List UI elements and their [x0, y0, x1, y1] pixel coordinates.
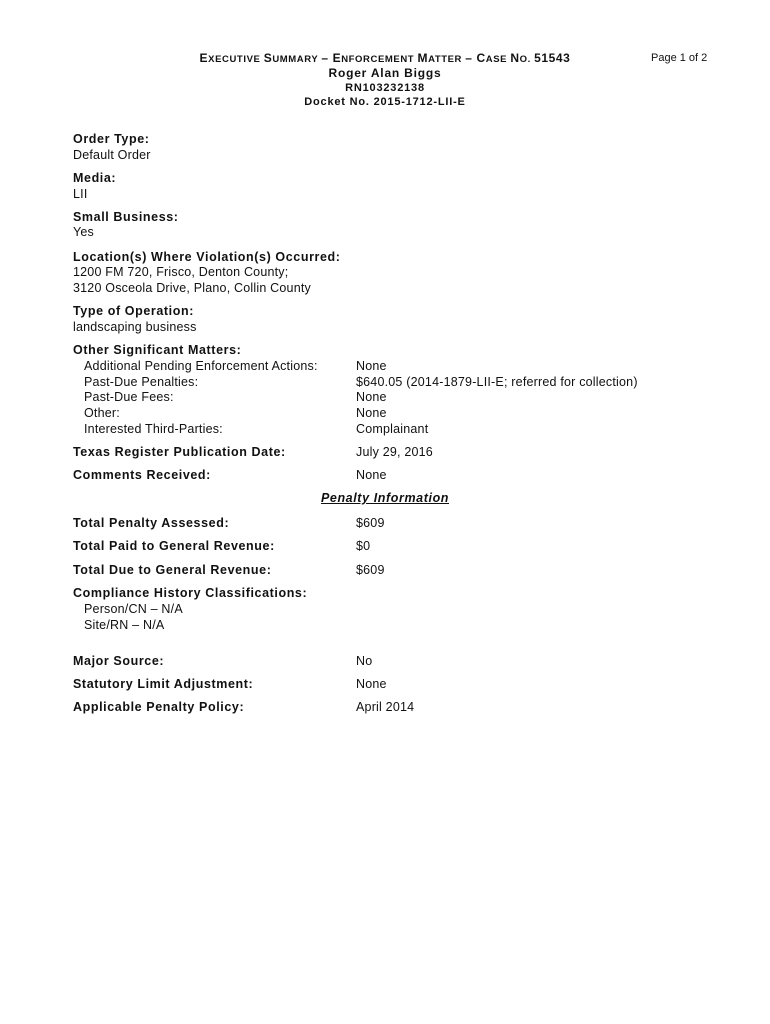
- title-part: – ENFORCEMENT: [321, 51, 418, 65]
- page-indicator: Page 1 of 2: [651, 52, 708, 64]
- comments-label: Comments Received:: [73, 468, 211, 482]
- title-part: SUMMARY: [263, 51, 322, 65]
- location-label: Location(s) Where Violation(s) Occurred:: [73, 250, 341, 264]
- penalty-policy-value: April 2014: [356, 700, 415, 714]
- other-matters-row-value: $640.05 (2014-1879-LII-E; referred for collection): [356, 375, 638, 389]
- penalty-label: Total Penalty Assessed:: [73, 516, 230, 530]
- media-label: Media:: [73, 171, 117, 185]
- compliance-label: Compliance History Classifications:: [73, 586, 308, 600]
- other-matters-row-label: Other:: [84, 406, 120, 420]
- other-matters-label: Other Significant Matters:: [73, 343, 242, 357]
- penalty-value: $0: [356, 539, 371, 553]
- location-line: 1200 FM 720, Frisco, Denton County;: [73, 265, 289, 279]
- register-date-value: July 29, 2016: [356, 445, 433, 459]
- title-part: MATTER: [417, 51, 466, 65]
- other-matters-row-label: Past-Due Penalties:: [84, 375, 199, 389]
- other-matters-row-label: Additional Pending Enforcement Actions:: [84, 359, 318, 373]
- order-type-value: Default Order: [73, 148, 151, 162]
- penalty-policy-label: Applicable Penalty Policy:: [73, 700, 245, 714]
- other-matters-row-value: Complainant: [356, 422, 429, 436]
- register-date-label: Texas Register Publication Date:: [73, 445, 286, 459]
- operation-type-value: landscaping business: [73, 320, 197, 334]
- other-matters-row-value: None: [356, 406, 387, 420]
- penalty-value: $609: [356, 563, 385, 577]
- title-part: 51543: [534, 51, 571, 65]
- respondent-name: Roger Alan Biggs: [328, 66, 442, 80]
- small-business-label: Small Business:: [73, 210, 179, 224]
- operation-type-label: Type of Operation:: [73, 304, 194, 318]
- other-matters-row-label: Past-Due Fees:: [84, 390, 174, 404]
- title-part: EXECUTIVE: [199, 51, 264, 65]
- other-matters-row-value: None: [356, 390, 387, 404]
- location-line: 3120 Osceola Drive, Plano, Collin County: [73, 281, 311, 295]
- major-source-label: Major Source:: [73, 654, 165, 668]
- compliance-line: Site/RN – N/A: [84, 618, 165, 632]
- penalty-label: Total Due to General Revenue:: [73, 563, 272, 577]
- docket-number: Docket No. 2015-1712-LII-E: [304, 96, 466, 108]
- rn-number: RN103232138: [345, 82, 425, 94]
- comments-value: None: [356, 468, 387, 482]
- compliance-line: Person/CN – N/A: [84, 602, 183, 616]
- penalty-value: $609: [356, 516, 385, 530]
- small-business-value: Yes: [73, 225, 94, 239]
- other-matters-row-label: Interested Third-Parties:: [84, 422, 223, 436]
- title-part: – CASE: [465, 51, 511, 65]
- statutory-label: Statutory Limit Adjustment:: [73, 677, 254, 691]
- media-value: LII: [73, 187, 88, 201]
- order-type-label: Order Type:: [73, 132, 150, 146]
- other-matters-row-value: None: [356, 359, 387, 373]
- major-source-value: No: [356, 654, 373, 668]
- penalty-label: Total Paid to General Revenue:: [73, 539, 275, 553]
- penalty-section-title: Penalty Information: [320, 491, 450, 505]
- statutory-value: None: [356, 677, 387, 691]
- title-part: NO.: [510, 51, 535, 65]
